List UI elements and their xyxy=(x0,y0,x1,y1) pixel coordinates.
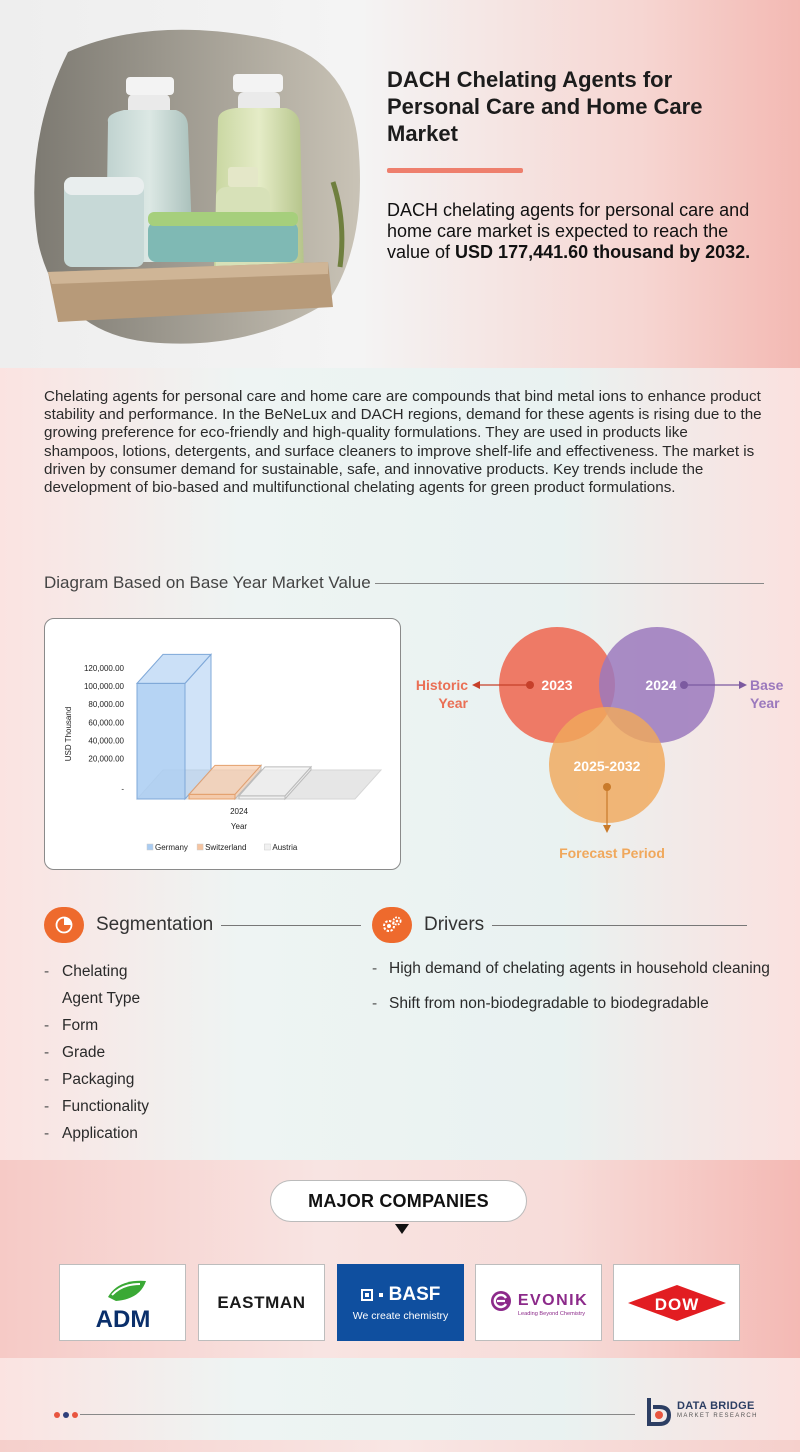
legend-label: Germany xyxy=(155,843,188,852)
segmentation-item-label: - Form xyxy=(62,1017,99,1034)
footer-dot xyxy=(63,1412,69,1418)
market-summary xyxy=(387,200,767,263)
basf-square-icon xyxy=(361,1289,373,1301)
evonik-mark xyxy=(489,1289,588,1313)
y-axis-label: USD Thousand xyxy=(64,706,73,762)
major-companies-section xyxy=(0,1160,800,1358)
eastman-logo xyxy=(198,1264,325,1341)
brand-name: DATA BRIDGE xyxy=(677,1400,755,1412)
segmentation-item-label: - Grade xyxy=(62,1044,106,1061)
legend-label: Switzerland xyxy=(205,843,247,852)
divider xyxy=(375,583,764,584)
diagram-heading-text: Diagram Based on Base Year Market Value xyxy=(44,573,371,592)
historic-label-1: Historic xyxy=(415,677,468,693)
bottom-strip xyxy=(0,1440,800,1452)
hero-banner xyxy=(0,0,800,368)
evonik-e-icon xyxy=(489,1289,513,1313)
base-arrowhead xyxy=(739,681,747,689)
basf-logo xyxy=(337,1264,464,1341)
basf-dot-icon xyxy=(379,1293,383,1297)
footer-dot xyxy=(54,1412,60,1418)
basf-mark xyxy=(361,1284,441,1306)
x-tick-label: 2024 xyxy=(230,807,248,816)
adm-logo xyxy=(59,1264,186,1341)
diagram-heading xyxy=(44,572,764,594)
evonik-tagline: Leading Beyond Chemistry xyxy=(517,1310,586,1317)
y-tick-label: - xyxy=(121,784,124,794)
intro-paragraph: Chelating agents for personal care and home care are compounds that bind metal ions to enhance product stability and performance. In the BeNeLux and DACH regions, demand for these agents is rising due to the growing preference for eco-friendly and high-quality formulations. They are used in products like shampoos, lotions, detergents, and surface cleaners to improve shelf-life and effectiveness. The market is driven by consumer demand for sustainable, safe, and innovative products. Key trends include the development of bio-based and multifunctional chelating agents for green product formulations. xyxy=(44,388,762,497)
driver-item: - High demand of chelating agents in household cleaning xyxy=(372,960,772,978)
footer-dot xyxy=(72,1412,78,1418)
segmentation-item xyxy=(44,958,344,1012)
segmentation-item xyxy=(44,1039,344,1066)
historic-label-2: Year xyxy=(438,695,468,711)
dow-logo xyxy=(613,1264,740,1341)
legend-label: Austria xyxy=(272,843,298,852)
historic-arrowhead xyxy=(472,681,480,689)
dow-wordmark: DOW xyxy=(654,1294,699,1314)
footer-divider xyxy=(80,1414,635,1415)
cleaning-bottles-image xyxy=(28,22,368,352)
y-tick-label: 80,000.00 xyxy=(88,700,124,710)
y-tick-label: 120,000.00 xyxy=(83,664,124,673)
segmentation-item xyxy=(44,1120,344,1147)
forecast-period-value: 2025-2032 xyxy=(573,758,641,774)
forecast-arrowhead xyxy=(603,825,611,833)
chevron-down-icon xyxy=(395,1224,409,1234)
drivers-list xyxy=(372,960,772,1030)
bar xyxy=(189,794,235,799)
basf-tagline: We create chemistry xyxy=(352,1309,449,1322)
legend-swatch xyxy=(147,844,153,850)
market-summary-text: DACH chelating agents for personal care and home care market is expected to reach the value of xyxy=(387,200,750,262)
segmentation-item-label: - Chelating Agent Type xyxy=(62,963,141,1007)
y-tick-label: 100,000.00 xyxy=(83,682,124,692)
y-tick-label: 60,000.00 xyxy=(88,718,124,728)
pie-chart-icon xyxy=(44,907,84,943)
divider xyxy=(492,925,747,926)
gears-icon xyxy=(372,907,412,943)
bar xyxy=(137,683,185,799)
footer xyxy=(0,1360,800,1452)
legend-swatch xyxy=(197,844,203,850)
segmentation-item-label: - Functionality xyxy=(62,1098,150,1115)
drivers-heading xyxy=(372,905,747,945)
adm-wordmark: ADM xyxy=(95,1305,150,1331)
segmentation-item-label: - Application xyxy=(62,1125,138,1142)
base-year-value: 2024 xyxy=(645,677,677,693)
legend-swatch xyxy=(264,844,270,850)
bar-chart xyxy=(45,619,402,871)
divider xyxy=(221,925,361,926)
dow-diamond-icon xyxy=(626,1283,728,1323)
brand-subtitle: MARKET RESEARCH xyxy=(677,1413,758,1419)
data-bridge-b-icon xyxy=(645,1396,673,1428)
title-underline xyxy=(387,168,523,173)
historic-year-value: 2023 xyxy=(541,677,573,693)
segmentation-title: Segmentation xyxy=(96,914,214,935)
bar-chart-card xyxy=(44,618,401,870)
segmentation-list xyxy=(44,958,344,1147)
y-tick-label: 20,000.00 xyxy=(88,754,124,764)
x-axis-label: Year xyxy=(230,822,248,831)
forecast-label: Forecast Period xyxy=(559,845,665,861)
segmentation-item-label: - Packaging xyxy=(62,1071,135,1088)
adm-leaf-icon xyxy=(88,1275,158,1331)
segmentation-item xyxy=(44,1093,344,1120)
evonik-wordmark: EVONIK xyxy=(517,1291,589,1309)
drivers-title: Drivers xyxy=(424,914,485,935)
page-title: DACH Chelating Agents for Personal Care and Home Care Market xyxy=(387,67,703,146)
base-label-1: Base xyxy=(750,677,784,693)
data-bridge-logo xyxy=(645,1396,785,1428)
market-value-highlight: USD 177,441.60 thousand by 2032. xyxy=(455,242,751,262)
y-tick-label: 40,000.00 xyxy=(88,736,124,746)
segmentation-heading xyxy=(44,905,361,945)
footer-dots xyxy=(54,1412,78,1418)
base-label-2: Year xyxy=(750,695,780,711)
segmentation-item xyxy=(44,1012,344,1039)
evonik-logo xyxy=(475,1264,602,1341)
driver-item: - Shift from non-biodegradable to biodegradable xyxy=(372,995,772,1013)
period-venn-diagram xyxy=(410,615,790,870)
eastman-wordmark: EASTMAN xyxy=(217,1292,306,1312)
basf-wordmark: BASF xyxy=(388,1283,441,1305)
major-companies-title: MAJOR COMPANIES xyxy=(270,1180,527,1222)
segmentation-item xyxy=(44,1066,344,1093)
